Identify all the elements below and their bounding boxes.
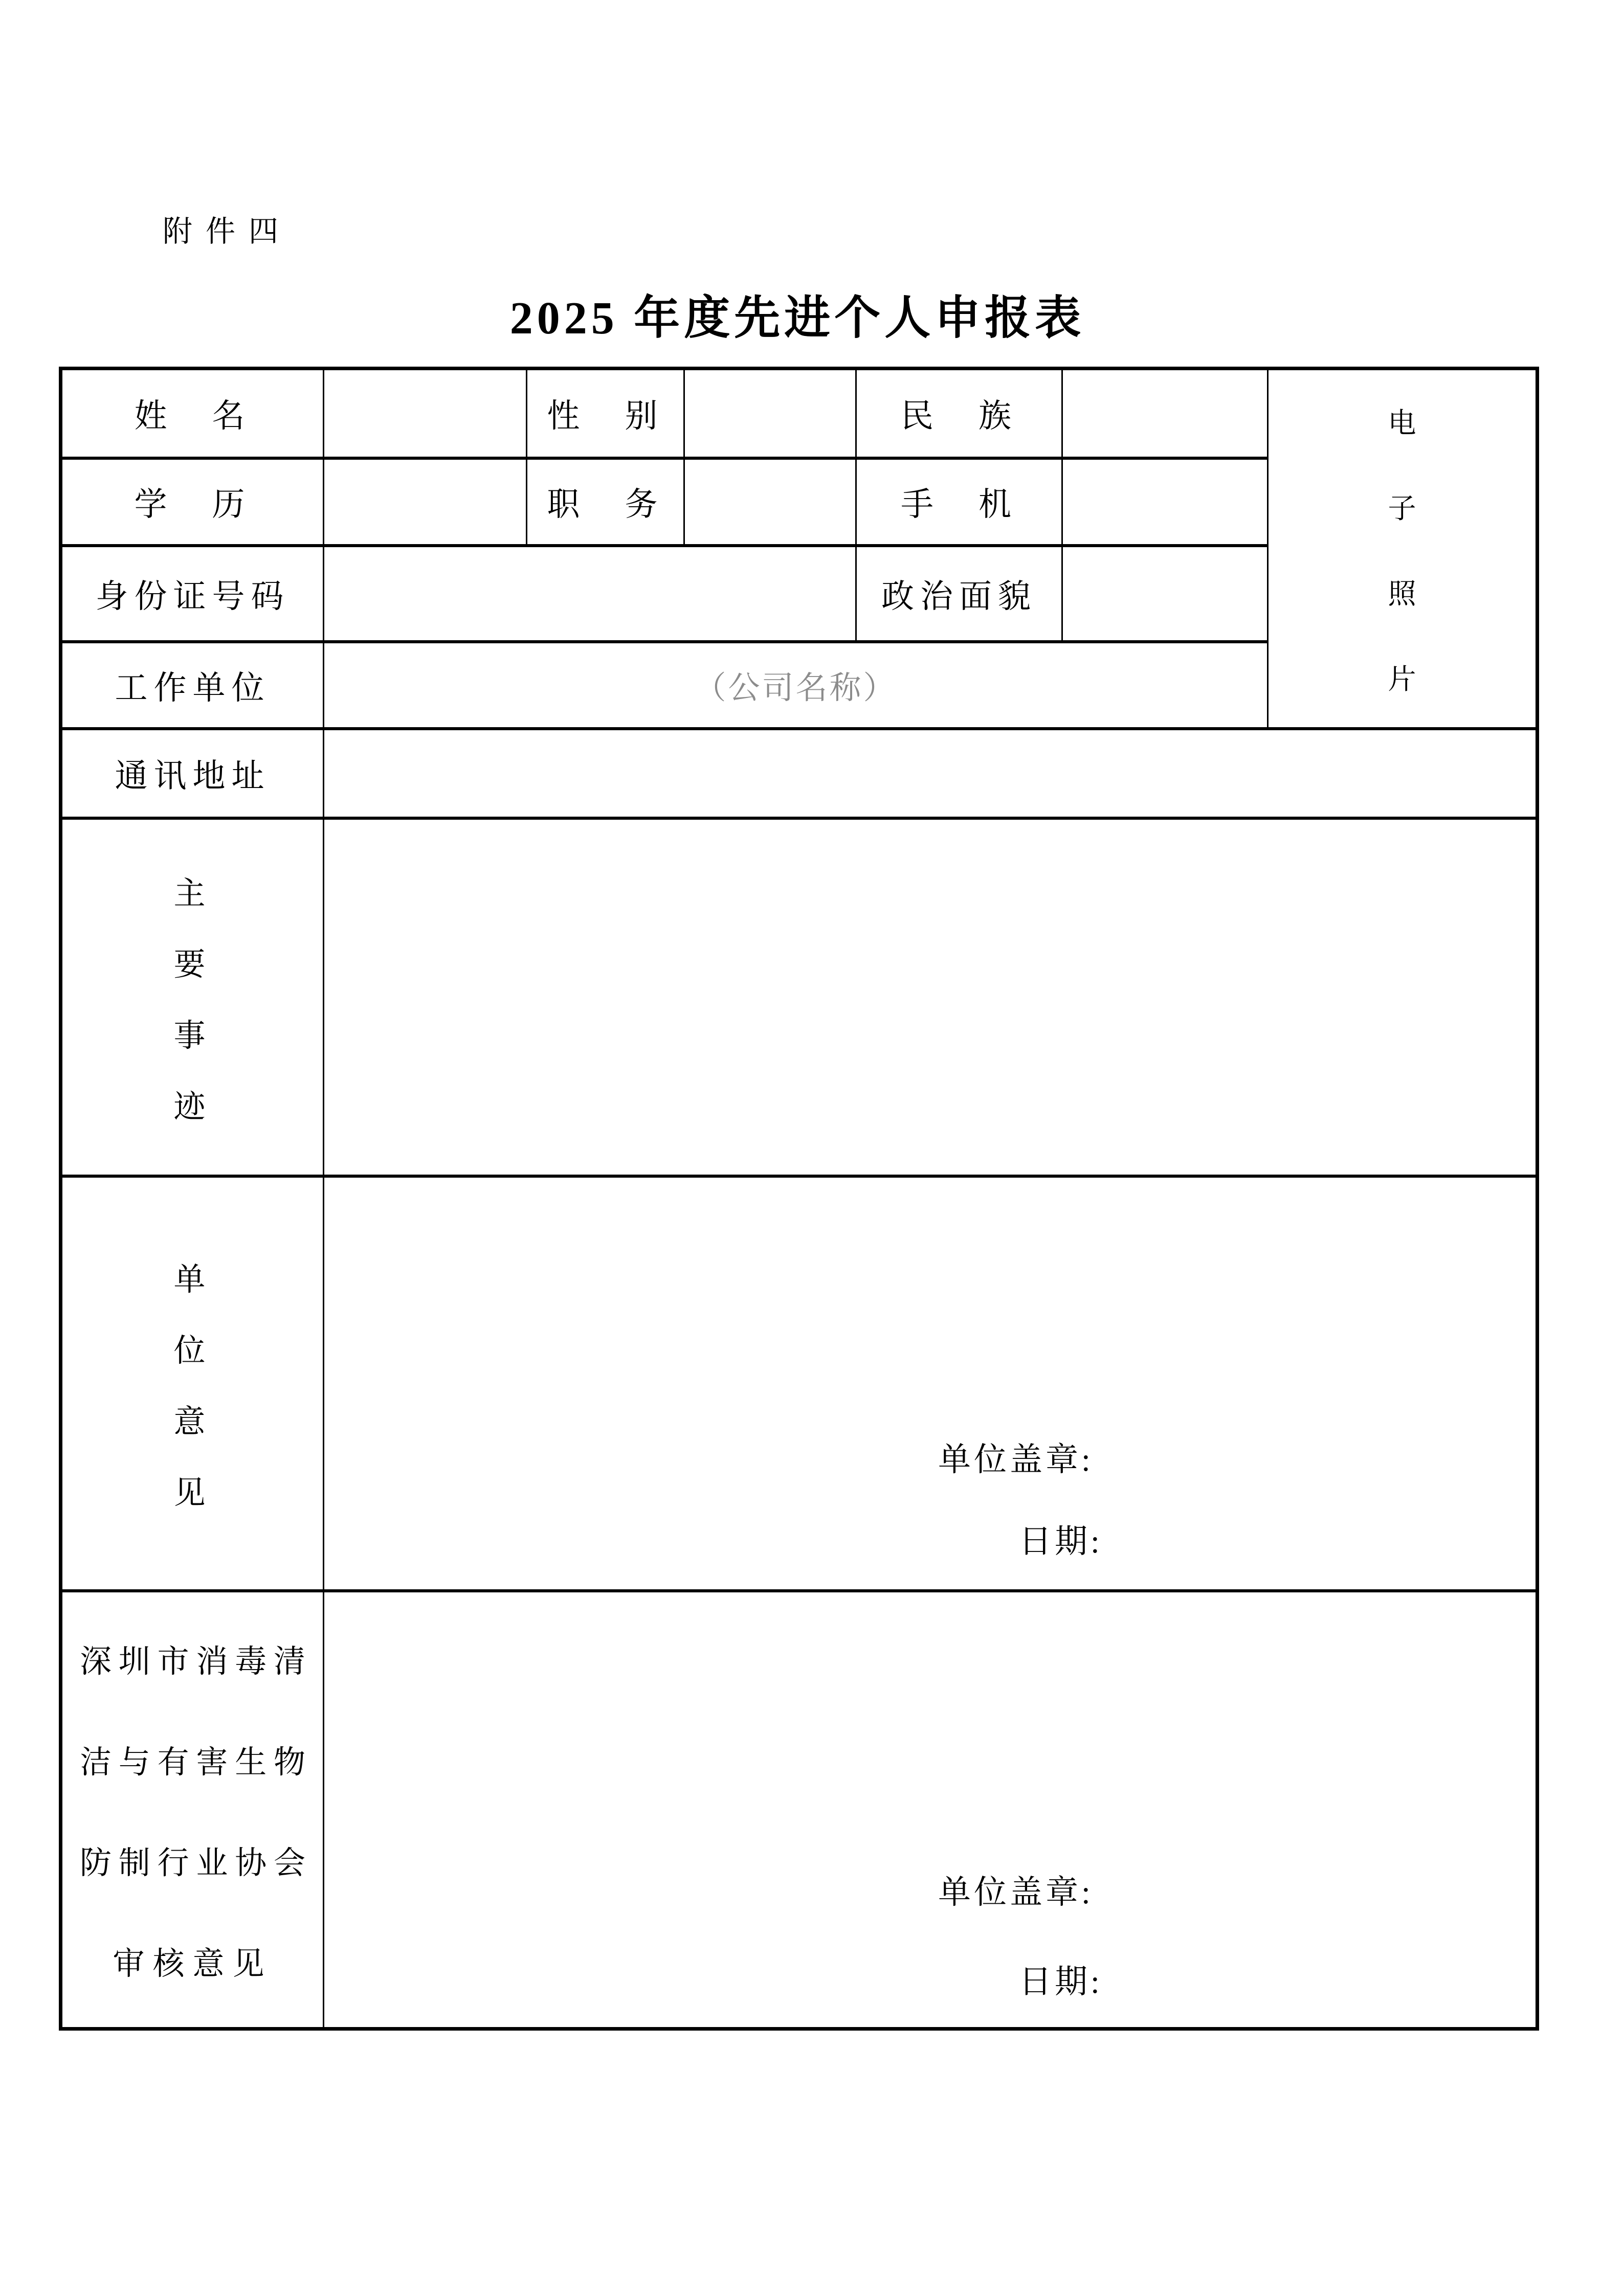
- unit-opinion-input-cell[interactable]: [324, 1176, 1538, 1591]
- association-label-char: 生: [235, 1745, 267, 1780]
- application-form-table: [59, 367, 1539, 2031]
- association-label-char: 市: [157, 1644, 189, 1679]
- unit-date-label: 日期:: [1019, 1523, 1103, 1560]
- row-address: [61, 729, 1538, 818]
- photo-label: [1269, 400, 1536, 697]
- address-label: 通讯地址: [61, 729, 324, 818]
- name-input-cell[interactable]: [324, 369, 527, 458]
- association-label-char: 圳: [118, 1644, 150, 1679]
- association-label-line: 审核意见: [113, 1946, 273, 1982]
- unit-opinion-label: [61, 1176, 324, 1591]
- gender-label: 性 别: [527, 369, 684, 458]
- association-opinion-label: [61, 1591, 324, 2029]
- association-label-line: [80, 1636, 305, 1681]
- work-unit-placeholder: （公司名称）: [694, 671, 897, 706]
- unit-opinion-char: 意: [173, 1405, 212, 1439]
- mobile-label: 手 机: [856, 458, 1062, 546]
- association-label-char: 防: [80, 1845, 112, 1881]
- association-label-char: 会: [273, 1845, 305, 1881]
- association-label-char: 有: [157, 1745, 189, 1780]
- ethnicity-label: 民 族: [856, 369, 1062, 458]
- photo-label-char: 片: [1388, 663, 1416, 695]
- unit-opinion-label-stack: [62, 1254, 323, 1513]
- main-deeds-label-stack: [62, 868, 323, 1127]
- unit-opinion-char: 单: [173, 1263, 212, 1297]
- gender-input-cell[interactable]: [684, 369, 856, 458]
- mobile-input-cell[interactable]: [1062, 458, 1268, 546]
- row-main-deeds: [61, 818, 1538, 1176]
- association-label-char: 行: [157, 1845, 189, 1881]
- photo-label-char: 子: [1388, 492, 1416, 524]
- association-date-label: 日期:: [1019, 1963, 1103, 2000]
- association-opinion-input-cell[interactable]: [324, 1591, 1538, 2029]
- association-label-char: 清: [273, 1644, 305, 1679]
- political-status-label: 政治面貌: [856, 546, 1062, 642]
- electronic-photo-cell[interactable]: [1268, 369, 1538, 729]
- association-label-char: 消: [196, 1644, 228, 1679]
- unit-opinion-char: 见: [173, 1476, 212, 1511]
- attachment-label: 附件四: [163, 215, 292, 248]
- main-deeds-label: [61, 818, 324, 1176]
- association-label-char: 洁: [80, 1745, 112, 1780]
- main-deeds-char: 主: [173, 876, 212, 911]
- work-unit-input-cell[interactable]: [324, 642, 1268, 729]
- row-name-gender-ethnicity: [61, 369, 1538, 458]
- main-deeds-char: 事: [173, 1018, 212, 1053]
- association-label-char: 业: [196, 1845, 228, 1881]
- photo-label-char: 照: [1388, 578, 1416, 610]
- row-association-opinion: [61, 1591, 1538, 2029]
- page-title: 2025 年度先进个人申报表: [509, 293, 1085, 344]
- unit-stamp-label: 单位盖章:: [938, 1441, 1094, 1478]
- row-unit-opinion: [61, 1176, 1538, 1591]
- unit-opinion-char: 位: [173, 1334, 212, 1368]
- association-label-char: 害: [196, 1745, 228, 1780]
- association-label-char: 协: [235, 1845, 267, 1881]
- association-label-line: [80, 1737, 305, 1782]
- education-label: 学 历: [61, 458, 324, 546]
- association-label-char: 毒: [235, 1644, 267, 1679]
- main-deeds-char: 迹: [173, 1089, 212, 1124]
- photo-label-char: 电: [1388, 407, 1416, 439]
- association-label-line: [80, 1837, 305, 1883]
- ethnicity-input-cell[interactable]: [1062, 369, 1268, 458]
- job-input-cell[interactable]: [684, 458, 856, 546]
- political-status-input-cell[interactable]: [1062, 546, 1268, 642]
- association-label-char: 物: [273, 1745, 305, 1780]
- association-stamp-label: 单位盖章:: [938, 1874, 1094, 1910]
- education-input-cell[interactable]: [324, 458, 527, 546]
- association-label-char: 制: [118, 1845, 150, 1881]
- id-number-label: 身份证号码: [61, 546, 324, 642]
- association-opinion-label-lines: [80, 1636, 305, 1984]
- work-unit-label: 工作单位: [61, 642, 324, 729]
- main-deeds-char: 要: [173, 947, 212, 982]
- association-label-char: 深: [80, 1644, 112, 1679]
- association-label-char: 与: [118, 1745, 150, 1780]
- address-input-cell[interactable]: [324, 729, 1538, 818]
- main-deeds-input-cell[interactable]: [324, 818, 1538, 1176]
- id-number-input-cell[interactable]: [324, 546, 856, 642]
- job-label: 职 务: [527, 458, 684, 546]
- name-label: 姓 名: [61, 369, 324, 458]
